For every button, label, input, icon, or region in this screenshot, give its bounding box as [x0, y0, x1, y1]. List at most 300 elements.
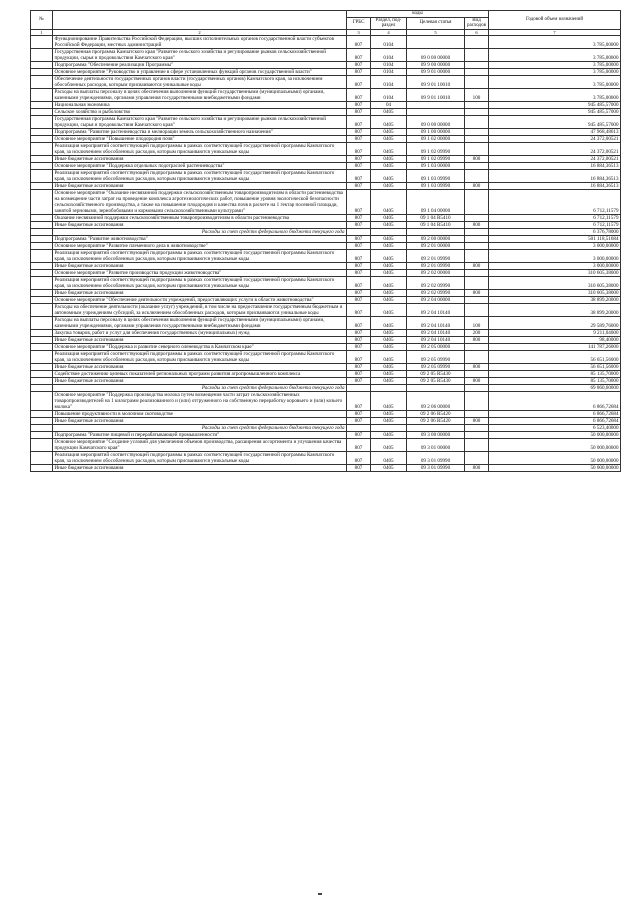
row-grbs: 807: [347, 410, 371, 417]
row-section: 0405: [371, 464, 407, 471]
row-expense-type: [465, 438, 489, 451]
table-row: [31, 155, 621, 162]
row-number: [31, 303, 53, 316]
row-number: [31, 363, 53, 370]
row-section: [371, 228, 407, 235]
row-target-article: 09 2 05 R5430: [407, 377, 465, 384]
row-name: Государственная программа Камчатского края "Развитие сельского хозяйства и регулирование рынков сельскохозяйственной продукции, сырья и продовольствия Камчатского края": [53, 48, 347, 61]
row-section: 0104: [371, 48, 407, 61]
row-grbs: 807: [347, 68, 371, 75]
row-expense-type: [465, 128, 489, 135]
row-name: Основное мероприятие "Повышение плодородия почв": [53, 135, 347, 142]
row-number: [31, 249, 53, 262]
header-target-article: Целевая статья: [407, 17, 465, 29]
row-section: 0405: [371, 289, 407, 296]
row-grbs: [347, 228, 371, 235]
row-section: 0405: [371, 108, 407, 115]
row-annual-volume: 3 785,00000: [489, 68, 621, 75]
row-section: 0405: [371, 410, 407, 417]
row-target-article: 09 9 01 10010: [407, 75, 465, 88]
row-target-article: 09 2 04 10140: [407, 303, 465, 316]
row-grbs: 807: [347, 61, 371, 68]
row-grbs: 807: [347, 417, 371, 424]
table-row: [31, 269, 621, 276]
row-annual-volume: 310 605,38000: [489, 276, 621, 289]
row-grbs: 807: [347, 296, 371, 303]
row-section: 0405: [371, 451, 407, 464]
row-grbs: 807: [347, 182, 371, 189]
row-annual-volume: 3 000,00000: [489, 242, 621, 249]
row-grbs: 807: [347, 35, 371, 48]
row-expense-type: [465, 296, 489, 303]
row-section: 0405: [371, 431, 407, 438]
row-target-article: 09 0 00 00000: [407, 115, 465, 128]
row-name: Расходы на выплаты персоналу в целях обеспечения выполнения функций государственными (муниципальными) органами, казенными учреждениями, органами управления государственными внебюджетными фондами: [53, 88, 347, 101]
row-annual-volume: 6 866,72684: [489, 391, 621, 410]
row-number: [31, 336, 53, 343]
table-row: [31, 410, 621, 417]
row-number: [31, 135, 53, 142]
row-name: Иные бюджетные ассигнования: [53, 417, 347, 424]
row-name: Национальная экономика: [53, 101, 347, 108]
table-row: [31, 182, 621, 189]
table-row: [31, 162, 621, 169]
row-expense-type: [465, 431, 489, 438]
row-section: 0405: [371, 316, 407, 329]
row-name: Иные бюджетные ассигнования: [53, 377, 347, 384]
row-grbs: 807: [347, 115, 371, 128]
row-annual-volume: 98,40000: [489, 336, 621, 343]
row-target-article: [407, 424, 465, 431]
row-target-article: 09 2 01 09990: [407, 262, 465, 269]
row-section: 0104: [371, 61, 407, 68]
row-annual-volume: 3 785,00000: [489, 61, 621, 68]
row-expense-type: [465, 451, 489, 464]
row-expense-type: 800: [465, 464, 489, 471]
row-name: Иные бюджетные ассигнования: [53, 464, 347, 471]
row-annual-volume: 6 712,11579: [489, 214, 621, 221]
row-target-article: 09 9 01 00000: [407, 68, 465, 75]
row-grbs: 807: [347, 135, 371, 142]
row-grbs: 807: [347, 235, 371, 242]
table-row: [31, 343, 621, 350]
row-section: 0104: [371, 88, 407, 101]
table-row: [31, 363, 621, 370]
row-expense-type: 200: [465, 329, 489, 336]
row-section: 0405: [371, 296, 407, 303]
row-grbs: 807: [347, 316, 371, 329]
row-expense-type: [465, 68, 489, 75]
row-grbs: 807: [347, 75, 371, 88]
table-row: [31, 48, 621, 61]
row-grbs: 807: [347, 289, 371, 296]
row-annual-volume: 310 605,38000: [489, 269, 621, 276]
row-number: [31, 88, 53, 101]
row-expense-type: [465, 189, 489, 214]
row-number: [31, 431, 53, 438]
row-name: Обеспечение деятельности государственных органов власти (государственных органов) Камчатского края, за исключением обособленных расходов, которым присваиваются уникальные коды: [53, 75, 347, 88]
row-number: [31, 35, 53, 48]
row-annual-volume: 3 785,00000: [489, 88, 621, 101]
table-row: [31, 289, 621, 296]
row-expense-type: [465, 370, 489, 377]
row-grbs: 807: [347, 162, 371, 169]
row-grbs: 807: [347, 336, 371, 343]
row-section: 0405: [371, 182, 407, 189]
row-grbs: 807: [347, 242, 371, 249]
row-number: [31, 343, 53, 350]
row-target-article: 09 3 01 09990: [407, 464, 465, 471]
row-grbs: [347, 424, 371, 431]
row-expense-type: [465, 424, 489, 431]
page-number-mark: [318, 893, 322, 895]
table-row: [31, 464, 621, 471]
row-name: Иные бюджетные ассигнования: [53, 363, 347, 370]
row-target-article: 09 3 01 00000: [407, 438, 465, 451]
header-grbs: ГРБС: [347, 17, 371, 29]
table-row: [31, 296, 621, 303]
row-grbs: 807: [347, 48, 371, 61]
row-number: [31, 391, 53, 410]
row-expense-type: 800: [465, 182, 489, 189]
row-grbs: 807: [347, 128, 371, 135]
table-row: [31, 438, 621, 451]
table-row: [31, 391, 621, 410]
row-target-article: 09 1 03 09990: [407, 182, 465, 189]
row-annual-volume: 3 785,00000: [489, 75, 621, 88]
row-number: [31, 350, 53, 363]
row-target-article: 09 2 01 00000: [407, 242, 465, 249]
row-target-article: 09 9 00 00000: [407, 61, 465, 68]
row-name: Реализация мероприятий соответствующей подпрограммы в рамках соответствующей государственной программы Камчатского края, за исключением обособленных расходов, которым присваиваются уникальные коды: [53, 276, 347, 289]
table-row: [31, 303, 621, 316]
row-grbs: 807: [347, 169, 371, 182]
row-number: [31, 417, 53, 424]
row-number: [31, 316, 53, 329]
table-row: [31, 370, 621, 377]
header-codes: коды: [347, 11, 489, 18]
row-expense-type: [465, 135, 489, 142]
row-number: [31, 228, 53, 235]
column-index: 5: [407, 29, 465, 35]
row-expense-type: [465, 303, 489, 316]
table-row: [31, 235, 621, 242]
row-grbs: 807: [347, 249, 371, 262]
row-expense-type: [465, 235, 489, 242]
row-name: Иные бюджетные ассигнования: [53, 182, 347, 189]
row-grbs: 807: [347, 438, 371, 451]
row-number: [31, 155, 53, 162]
row-annual-volume: 6 712,11579: [489, 221, 621, 228]
row-annual-volume: 50 000,00000: [489, 464, 621, 471]
row-section: 0104: [371, 35, 407, 48]
table-row: [31, 431, 621, 438]
row-section: 0104: [371, 75, 407, 88]
row-annual-volume: 945 485,57000: [489, 115, 621, 128]
row-expense-type: [465, 142, 489, 155]
header-annual-volume: Годовой объем назначений: [489, 11, 621, 30]
row-section: 0405: [371, 189, 407, 214]
row-expense-type: [465, 214, 489, 221]
row-target-article: 09 2 06 00000: [407, 391, 465, 410]
row-name: Основное мероприятие "Развитие производства продукции животноводства": [53, 269, 347, 276]
row-section: 0405: [371, 214, 407, 221]
table-row-note: [31, 384, 621, 391]
table-row: [31, 75, 621, 88]
row-name: Основное мероприятие "Руководство и управление в сфере установленных функций органов государственной власти": [53, 68, 347, 75]
row-annual-volume: 3 785,00000: [489, 48, 621, 61]
row-number: [31, 384, 53, 391]
row-grbs: [347, 384, 371, 391]
row-grbs: 807: [347, 431, 371, 438]
row-target-article: 09 2 06 R5420: [407, 410, 465, 417]
row-name: Подпрограмма "Развитие животноводства": [53, 235, 347, 242]
row-target-article: 09 2 05 09990: [407, 363, 465, 370]
row-name: Закупка товаров, работ и услуг для обеспечения государственных (муниципальных) нужд: [53, 329, 347, 336]
row-expense-type: 100: [465, 316, 489, 329]
row-target-article: [407, 35, 465, 48]
table-row: [31, 35, 621, 48]
row-expense-type: [465, 391, 489, 410]
row-number: [31, 48, 53, 61]
row-annual-volume: 310 605,38000: [489, 289, 621, 296]
row-expense-type: [465, 108, 489, 115]
row-number: [31, 142, 53, 155]
row-number: [31, 329, 53, 336]
row-target-article: 09 2 04 00000: [407, 296, 465, 303]
row-target-article: [407, 101, 465, 108]
row-section: 0405: [371, 370, 407, 377]
row-annual-volume: 56 651,56000: [489, 350, 621, 363]
row-annual-volume: 56 651,56000: [489, 363, 621, 370]
row-target-article: 09 2 05 00000: [407, 343, 465, 350]
row-target-article: 09 2 05 09990: [407, 350, 465, 363]
row-annual-volume: 29 589,76000: [489, 316, 621, 329]
row-expense-type: [465, 228, 489, 235]
row-grbs: 807: [347, 343, 371, 350]
row-section: 0405: [371, 135, 407, 142]
row-annual-volume: 24 372,00521: [489, 155, 621, 162]
row-number: [31, 262, 53, 269]
row-annual-volume: 3 000,00000: [489, 249, 621, 262]
row-expense-type: [465, 162, 489, 169]
row-number: [31, 189, 53, 214]
row-grbs: 807: [347, 269, 371, 276]
row-grbs: 807: [347, 377, 371, 384]
row-grbs: 807: [347, 108, 371, 115]
table-row: [31, 417, 621, 424]
row-name: Государственная программа Камчатского края "Развитие сельского хозяйства и регулирование рынков сельскохозяйственной продукции, сырья и продовольствия Камчатского края": [53, 115, 347, 128]
row-section: 0405: [371, 235, 407, 242]
column-index: 1: [31, 29, 53, 35]
row-name: Реализация мероприятий соответствующей подпрограммы в рамках соответствующей государственной программы Камчатского края, за исключением обособленных расходов, которым присваиваются уникальные коды: [53, 451, 347, 464]
row-annual-volume: 50 000,00000: [489, 451, 621, 464]
row-name: Расходы за счет средств федерального бюджета текущего года: [53, 384, 347, 391]
row-name: Содействие достижению целевых показателей региональных программ развития агропромышленного комплекса: [53, 370, 347, 377]
row-number: [31, 276, 53, 289]
row-target-article: 09 1 03 09990: [407, 169, 465, 182]
row-target-article: 09 2 04 10140: [407, 316, 465, 329]
row-number: [31, 214, 53, 221]
table-row-note: [31, 228, 621, 235]
table-row: [31, 377, 621, 384]
row-annual-volume: 3 785,00000: [489, 35, 621, 48]
row-expense-type: 800: [465, 289, 489, 296]
row-target-article: 09 1 04 R5410: [407, 214, 465, 221]
row-target-article: 09 2 04 10140: [407, 329, 465, 336]
row-name: Подпрограмма "Развитие растениеводства и мелиорации земель сельскохозяйственного назначения": [53, 128, 347, 135]
row-name: Иные бюджетные ассигнования: [53, 221, 347, 228]
row-target-article: 09 3 01 09990: [407, 451, 465, 464]
row-target-article: 09 1 03 00000: [407, 162, 465, 169]
row-grbs: 807: [347, 303, 371, 316]
row-section: 04: [371, 101, 407, 108]
row-section: [371, 424, 407, 431]
row-name: Реализация мероприятий соответствующей подпрограммы в рамках соответствующей государственной программы Камчатского края, за исключением обособленных расходов, которым присваиваются уникальные коды: [53, 169, 347, 182]
row-name: Иные бюджетные ассигнования: [53, 262, 347, 269]
row-number: [31, 68, 53, 75]
table-row: [31, 242, 621, 249]
row-annual-volume: 38 899,20000: [489, 303, 621, 316]
budget-rows: [31, 35, 621, 471]
table-row: [31, 276, 621, 289]
row-annual-volume: 6 866,72684: [489, 417, 621, 424]
table-row: [31, 135, 621, 142]
row-expense-type: 800: [465, 221, 489, 228]
row-section: 0405: [371, 262, 407, 269]
row-number: [31, 242, 53, 249]
row-target-article: 09 2 02 09990: [407, 276, 465, 289]
row-number: [31, 438, 53, 451]
row-section: 0405: [371, 242, 407, 249]
row-target-article: 09 1 02 09990: [407, 142, 465, 155]
row-name: Подпрограмма "Развитие пищевой и перерабатывающей промышленности": [53, 431, 347, 438]
row-section: 0405: [371, 142, 407, 155]
row-expense-type: [465, 410, 489, 417]
row-annual-volume: 6 376,78000: [489, 228, 621, 235]
row-expense-type: [465, 48, 489, 61]
row-expense-type: [465, 350, 489, 363]
row-grbs: 807: [347, 363, 371, 370]
row-number: [31, 162, 53, 169]
row-number: [31, 115, 53, 128]
row-section: 0405: [371, 128, 407, 135]
row-target-article: 09 1 02 00000: [407, 135, 465, 142]
row-name: Подпрограмма "Обеспечение реализации Программы": [53, 61, 347, 68]
row-expense-type: [465, 61, 489, 68]
row-annual-volume: 16 884,36513: [489, 162, 621, 169]
row-section: 0104: [371, 68, 407, 75]
row-number: [31, 221, 53, 228]
row-number: [31, 61, 53, 68]
row-target-article: 09 2 04 10140: [407, 336, 465, 343]
table-row: [31, 101, 621, 108]
row-grbs: 807: [347, 142, 371, 155]
row-expense-type: 800: [465, 363, 489, 370]
row-name: Реализация мероприятий соответствующей подпрограммы в рамках соответствующей государственной программы Камчатского края, за исключением обособленных расходов, которым присваиваются уникальные коды: [53, 350, 347, 363]
row-expense-type: 800: [465, 262, 489, 269]
column-index: 7: [489, 29, 621, 35]
row-expense-type: [465, 35, 489, 48]
row-annual-volume: 6 866,72684: [489, 410, 621, 417]
row-expense-type: [465, 115, 489, 128]
row-annual-volume: 945 485,57000: [489, 101, 621, 108]
row-number: [31, 235, 53, 242]
row-annual-volume: 50 000,00000: [489, 431, 621, 438]
column-index: 4: [371, 29, 407, 35]
row-section: 0405: [371, 155, 407, 162]
row-expense-type: [465, 276, 489, 289]
table-row: [31, 329, 621, 336]
row-number: [31, 464, 53, 471]
row-target-article: 09 2 01 09990: [407, 249, 465, 262]
table-row: [31, 336, 621, 343]
row-section: [371, 384, 407, 391]
row-name: Расходы за счет средств федерального бюджета текущего года: [53, 228, 347, 235]
table-row: [31, 316, 621, 329]
row-target-article: 09 2 02 09990: [407, 289, 465, 296]
row-grbs: 807: [347, 276, 371, 289]
table-row: [31, 68, 621, 75]
row-target-article: 09 1 00 00000: [407, 128, 465, 135]
row-number: [31, 128, 53, 135]
row-section: 0405: [371, 276, 407, 289]
row-expense-type: [465, 75, 489, 88]
budget-sheet: [30, 10, 620, 472]
table-row: [31, 262, 621, 269]
row-number: [31, 377, 53, 384]
row-number: [31, 296, 53, 303]
row-annual-volume: 24 372,00521: [489, 135, 621, 142]
row-target-article: 09 2 06 R5420: [407, 417, 465, 424]
row-section: 0405: [371, 350, 407, 363]
row-section: 0405: [371, 221, 407, 228]
row-number: [31, 182, 53, 189]
row-name: Расходы на обеспечение деятельности (оказание услуг) учреждений, в том числе на предоставление государственным бюджетным и автономным учреждениям субсидий, за исключением обособленных расходов, которым присваиваются уникальные коды: [53, 303, 347, 316]
row-grbs: 807: [347, 391, 371, 410]
table-row: [31, 221, 621, 228]
row-number: [31, 101, 53, 108]
row-expense-type: 800: [465, 377, 489, 384]
row-grbs: 807: [347, 464, 371, 471]
row-name: Основное мероприятие "Создание условий для увеличения объемов производства, расширения ассортимента и улучшения качества продукции Камчатского края": [53, 438, 347, 451]
row-name: Расходы за счет средств федерального бюджета текущего года: [53, 424, 347, 431]
row-number: [31, 289, 53, 296]
row-target-article: [407, 108, 465, 115]
row-target-article: 09 2 05 R5430: [407, 370, 465, 377]
row-name: Основное мероприятие "Развитие племенного дела в животноводстве": [53, 242, 347, 249]
budget-table: [30, 10, 621, 472]
table-row: [31, 214, 621, 221]
row-annual-volume: 85 135,70000: [489, 377, 621, 384]
row-grbs: 807: [347, 155, 371, 162]
row-section: 0405: [371, 343, 407, 350]
row-name: Функционирование Правительства Российской Федерации, высших исполнительных органов государственной власти субъектов Российской Федерации, местных администраций: [53, 35, 347, 48]
table-row: [31, 169, 621, 182]
row-name: Иные бюджетные ассигнования: [53, 336, 347, 343]
row-name: Расходы на выплаты персоналу в целях обеспечения выполнения функций государственными (муниципальными) органами, казенными учреждениями, органами управления государственными внебюджетными фондами: [53, 316, 347, 329]
row-annual-volume: 24 372,00521: [489, 142, 621, 155]
table-row: [31, 249, 621, 262]
header-name: [53, 11, 347, 30]
row-expense-type: 800: [465, 417, 489, 424]
header-number: №: [31, 11, 53, 30]
row-grbs: 807: [347, 451, 371, 464]
table-row-note: [31, 424, 621, 431]
row-section: 0405: [371, 363, 407, 370]
row-section: 0405: [371, 438, 407, 451]
row-grbs: 807: [347, 221, 371, 228]
